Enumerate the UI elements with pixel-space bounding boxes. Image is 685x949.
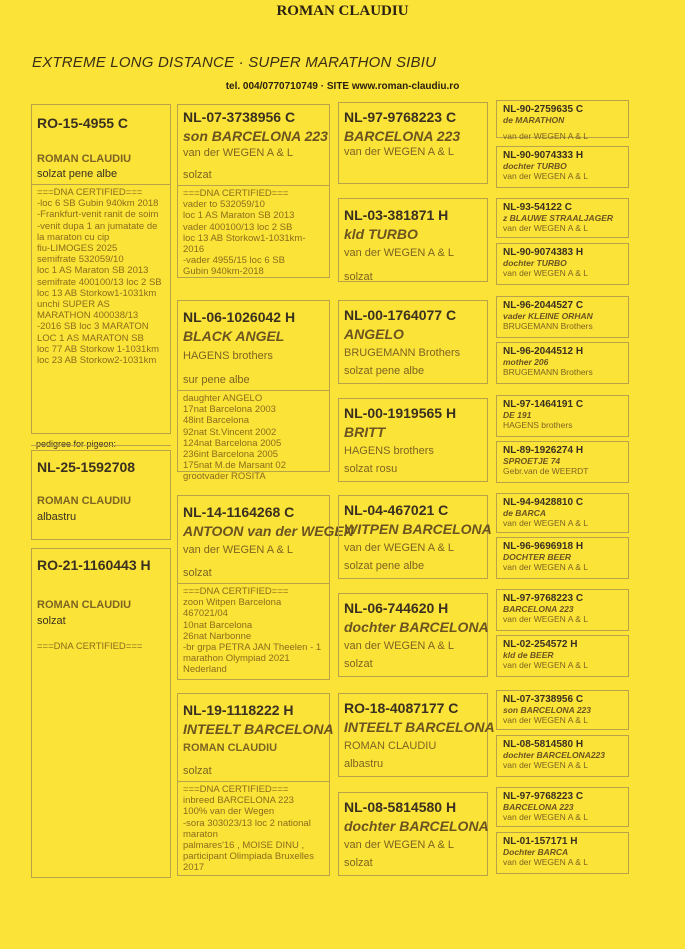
gen2-color: sur pene albe xyxy=(183,374,250,386)
gen4-name: de BARCA xyxy=(503,508,546,518)
gen3-color: solzat rosu xyxy=(344,463,398,475)
gen4-ring: NL-01-157171 H xyxy=(503,836,578,847)
gen4-breeder: van der WEGEN A & L xyxy=(503,660,589,670)
gen4-ring: NL-90-9074333 H xyxy=(503,150,584,161)
gen4-name: kld de BEER xyxy=(503,650,554,660)
gen2-ring: NL-19-1118222 H xyxy=(183,702,294,718)
gen3-color: solzat xyxy=(344,857,373,869)
gen3-color: solzat pene albe xyxy=(344,365,425,377)
subject-color: solzat pene albe xyxy=(37,168,118,180)
gen4-ring: NL-90-2759635 C xyxy=(503,104,584,115)
gen3-color: solzat xyxy=(344,271,373,283)
gen3-breeder: HAGENS brothers xyxy=(344,445,434,457)
gen2-color: solzat xyxy=(183,765,212,777)
gen2-name: INTEELT BARCELONA xyxy=(183,721,334,737)
gen4-breeder: van der WEGEN A & L xyxy=(503,518,589,528)
gen4-ring: NL-07-3738956 C xyxy=(503,694,584,705)
gen4-card-4 xyxy=(496,296,629,338)
gen3-breeder: van der WEGEN A & L xyxy=(344,247,455,259)
gen2-notes: ===DNA CERTIFIED=== inbreed BARCELONA 223 100% van der Wegen -sora 303023/13 loc 2 national maraton palmares'16 , MOISE DINU , participant Olimpiada Bruxelles 2017 xyxy=(183,784,314,874)
pedigree-for-color: albastru xyxy=(37,511,77,523)
gen4-name: DE 191 xyxy=(503,410,532,420)
gen4-card-5 xyxy=(496,342,629,384)
dam-card xyxy=(31,548,171,878)
gen4-ring: NL-94-9428810 C xyxy=(503,497,584,508)
gen4-ring: NL-90-9074383 H xyxy=(503,247,584,258)
gen3-card-6 xyxy=(338,693,495,777)
gen2-name: ANTOON van der WEGEN xyxy=(183,523,354,539)
gen4-breeder: van der WEGEN A & L xyxy=(503,562,589,572)
gen4-ring: NL-89-1926274 H xyxy=(503,445,584,456)
gen4-name: Dochter BARCA xyxy=(503,847,569,857)
dam-breeder: ROMAN CLAUDIU xyxy=(37,599,132,611)
gen3-name: dochter BARCELONA xyxy=(344,619,489,635)
gen3-ring: NL-00-1919565 H xyxy=(344,405,457,421)
gen3-card-3 xyxy=(338,398,488,482)
gen3-name: dochter BARCELONA xyxy=(344,818,489,834)
gen3-breeder: van der WEGEN A & L xyxy=(344,542,455,554)
gen4-breeder: BRUGEMANN Brothers xyxy=(503,321,593,331)
gen3-ring: NL-06-744620 H xyxy=(344,600,449,616)
gen3-ring: NL-04-467021 C xyxy=(344,502,449,518)
gen2-breeder: van der WEGEN A & L xyxy=(183,147,294,159)
gen4-card-13 xyxy=(496,735,629,777)
gen2-notes: ===DNA CERTIFIED=== zoon Witpen Barcelona 467021/04 10nat Barcelona 26nat Narbonne -br grpa PETRA JAN Theelen - 1 marathon Olympiad 2021 Nederland xyxy=(183,586,322,676)
gen3-card-2 xyxy=(338,300,488,384)
gen4-name: dochter BARCELONA223 xyxy=(503,750,606,760)
gen4-ring: NL-93-54122 C xyxy=(503,202,572,213)
gen4-card-7 xyxy=(496,441,629,483)
gen3-breeder: van der WEGEN A & L xyxy=(344,839,455,851)
gen4-breeder: Gebr.van de WEERDT xyxy=(503,466,589,476)
gen3-ring: NL-03-381871 H xyxy=(344,207,449,223)
gen2-ring: NL-07-3738956 C xyxy=(183,109,296,125)
gen2-card-1 xyxy=(177,300,330,483)
dam-ring: RO-21-1160443 H xyxy=(37,557,151,573)
page-subtitle: EXTREME LONG DISTANCE · SUPER MARATHON SIBIU xyxy=(32,54,437,71)
gen4-ring: NL-97-1464191 C xyxy=(503,399,584,410)
gen2-color: solzat xyxy=(183,567,212,579)
gen4-breeder: van der WEGEN A & L xyxy=(503,131,589,141)
gen2-ring: NL-06-1026042 H xyxy=(183,309,296,325)
gen4-name: BARCELONA 223 xyxy=(503,802,574,812)
gen2-card-0 xyxy=(177,104,330,278)
subject-breeder: ROMAN CLAUDIU xyxy=(37,153,132,165)
gen4-name: dochter TURBO xyxy=(503,258,567,268)
gen4-card-3 xyxy=(496,243,629,285)
gen4-breeder: van der WEGEN A & L xyxy=(503,614,589,624)
pedigree-for-breeder: ROMAN CLAUDIU xyxy=(37,495,132,507)
gen3-ring: RO-18-4087177 C xyxy=(344,700,459,716)
gen2-card-3 xyxy=(177,693,334,876)
gen4-ring: NL-97-9768223 C xyxy=(503,791,584,802)
pedigree-label: pedigree for pigeon: xyxy=(36,439,120,449)
gen4-breeder: van der WEGEN A & L xyxy=(503,812,589,822)
subject-card xyxy=(31,104,171,434)
gen3-card-4 xyxy=(338,495,492,579)
gen4-breeder: van der WEGEN A & L xyxy=(503,715,589,725)
gen4-ring: NL-96-2044512 H xyxy=(503,346,584,357)
gen2-breeder: van der WEGEN A & L xyxy=(183,544,294,556)
gen3-breeder: BRUGEMANN Brothers xyxy=(344,347,461,359)
gen3-card-7 xyxy=(338,792,488,876)
gen4-breeder: BRUGEMANN Brothers xyxy=(503,367,593,377)
gen3-name: ANGELO xyxy=(344,326,404,342)
contact-line: tel. 004/0770710749 · SITE www.roman-claudiu.ro xyxy=(225,81,460,92)
dam-color: solzat xyxy=(37,615,66,627)
gen2-color: solzat xyxy=(183,169,212,181)
gen4-name: SPROETJE 74 xyxy=(503,456,561,466)
gen4-name: vader KLEINE ORHAN xyxy=(503,311,593,321)
gen4-breeder: HAGENS brothers xyxy=(503,420,573,430)
gen4-breeder: van der WEGEN A & L xyxy=(503,760,589,770)
gen4-ring: NL-02-254572 H xyxy=(503,639,578,650)
owner-title: ROMAN CLAUDIU xyxy=(276,3,409,19)
gen4-name: z BLAUWE STRAALJAGER xyxy=(503,213,614,223)
gen2-breeder: ROMAN CLAUDIU xyxy=(183,742,278,754)
gen4-name: son BARCELONA 223 xyxy=(503,705,592,715)
gen3-name: WITPEN BARCELONA xyxy=(344,521,492,537)
gen4-breeder: van der WEGEN A & L xyxy=(503,171,589,181)
pedigree-label-line xyxy=(31,445,171,446)
gen3-ring: NL-97-9768223 C xyxy=(344,109,457,125)
gen4-breeder: van der WEGEN A & L xyxy=(503,223,589,233)
gen4-name: de MARATHON xyxy=(503,115,565,125)
gen2-card-2 xyxy=(177,495,354,680)
gen2-name: BLACK ANGEL xyxy=(183,328,285,344)
divider xyxy=(178,583,329,584)
gen4-ring: NL-96-2044527 C xyxy=(503,300,584,311)
gen2-name: son BARCELONA 223 xyxy=(183,128,328,144)
gen4-breeder: van der WEGEN A & L xyxy=(503,857,589,867)
gen3-color: albastru xyxy=(344,758,384,770)
gen4-card-8 xyxy=(496,493,629,533)
dam-notes: ===DNA CERTIFIED=== xyxy=(37,641,143,652)
gen2-breeder: HAGENS brothers xyxy=(183,350,273,362)
gen3-card-0 xyxy=(338,102,488,184)
gen4-card-6 xyxy=(496,395,629,437)
gen4-card-1 xyxy=(496,146,629,188)
gen3-name: kld TURBO xyxy=(344,226,418,242)
gen3-color: solzat pene albe xyxy=(344,560,425,572)
gen4-card-9 xyxy=(496,537,629,579)
gen4-card-2 xyxy=(496,198,629,238)
gen3-name: BARCELONA 223 xyxy=(344,128,461,144)
gen2-notes: ===DNA CERTIFIED=== vader to 532059/10 loc 1 AS Maraton SB 2013 vader 400100/13 loc 2 SB loc 13 AB Storkow1-1031km-2016 -vader 4955/15 loc 6 SB Gubin 940km-2018 xyxy=(183,188,306,278)
divider xyxy=(178,781,329,782)
gen4-name: DOCHTER BEER xyxy=(503,552,572,562)
gen3-name: BRITT xyxy=(344,424,386,440)
gen3-breeder: van der WEGEN A & L xyxy=(344,146,455,158)
pedigree-for-card xyxy=(31,450,171,540)
gen3-name: INTEELT BARCELONA xyxy=(344,719,495,735)
subject-ring: RO-15-4955 C xyxy=(37,115,129,131)
gen2-notes: daughter ANGELO 17nat Barcelona 2003 48int Barcelona 92nat St.Vincent 2002 124nat Barcelona 2005 236int Barcelona 2005 175nat M.de Marsant 02 grootvader ROSITA xyxy=(183,393,286,483)
gen4-card-14 xyxy=(496,787,629,827)
subject-notes: ===DNA CERTIFIED=== -loc 6 SB Gubin 940km 2018 -Frankfurt-venit ranit de soim -venit dupa 1 an jumatate de la maraton cu cip fiu-LIMOGES 2025 semifrate 532059/10 loc 1 AS Maraton SB 2013 semifrate 400100/13 loc 2 SB loc 13 AB Storkow1-1031km unchi SUPER AS MARATHON 400038/13 -2016 SB loc 3 MARATON LOC 1 AS MARATON SB loc 77 AB Storkow 1-1031km loc 23 AB Storkow2-1031km xyxy=(37,187,162,367)
gen2-ring: NL-14-1164268 C xyxy=(183,504,295,520)
divider xyxy=(178,390,329,391)
gen3-card-1 xyxy=(338,198,488,282)
gen3-breeder: van der WEGEN A & L xyxy=(344,640,455,652)
gen3-color: solzat xyxy=(344,658,373,670)
gen3-ring: NL-00-1764077 C xyxy=(344,307,457,323)
divider xyxy=(178,185,329,186)
gen4-card-0 xyxy=(496,100,629,141)
gen4-card-11 xyxy=(496,635,629,677)
gen4-name: dochter TURBO xyxy=(503,161,567,171)
gen3-breeder: ROMAN CLAUDIU xyxy=(344,740,437,752)
gen3-card-5 xyxy=(338,593,488,677)
gen4-card-10 xyxy=(496,589,629,631)
divider xyxy=(32,184,170,185)
gen4-breeder: van der WEGEN A & L xyxy=(503,268,589,278)
gen4-name: mother 206 xyxy=(503,357,549,367)
gen4-ring: NL-96-9696918 H xyxy=(503,541,584,552)
gen4-name: BARCELONA 223 xyxy=(503,604,574,614)
gen4-ring: NL-08-5814580 H xyxy=(503,739,584,750)
gen4-card-12 xyxy=(496,690,629,730)
gen4-card-15 xyxy=(496,832,629,874)
gen3-ring: NL-08-5814580 H xyxy=(344,799,457,815)
pedigree-for-ring: NL-25-1592708 xyxy=(37,459,136,475)
gen4-ring: NL-97-9768223 C xyxy=(503,593,584,604)
